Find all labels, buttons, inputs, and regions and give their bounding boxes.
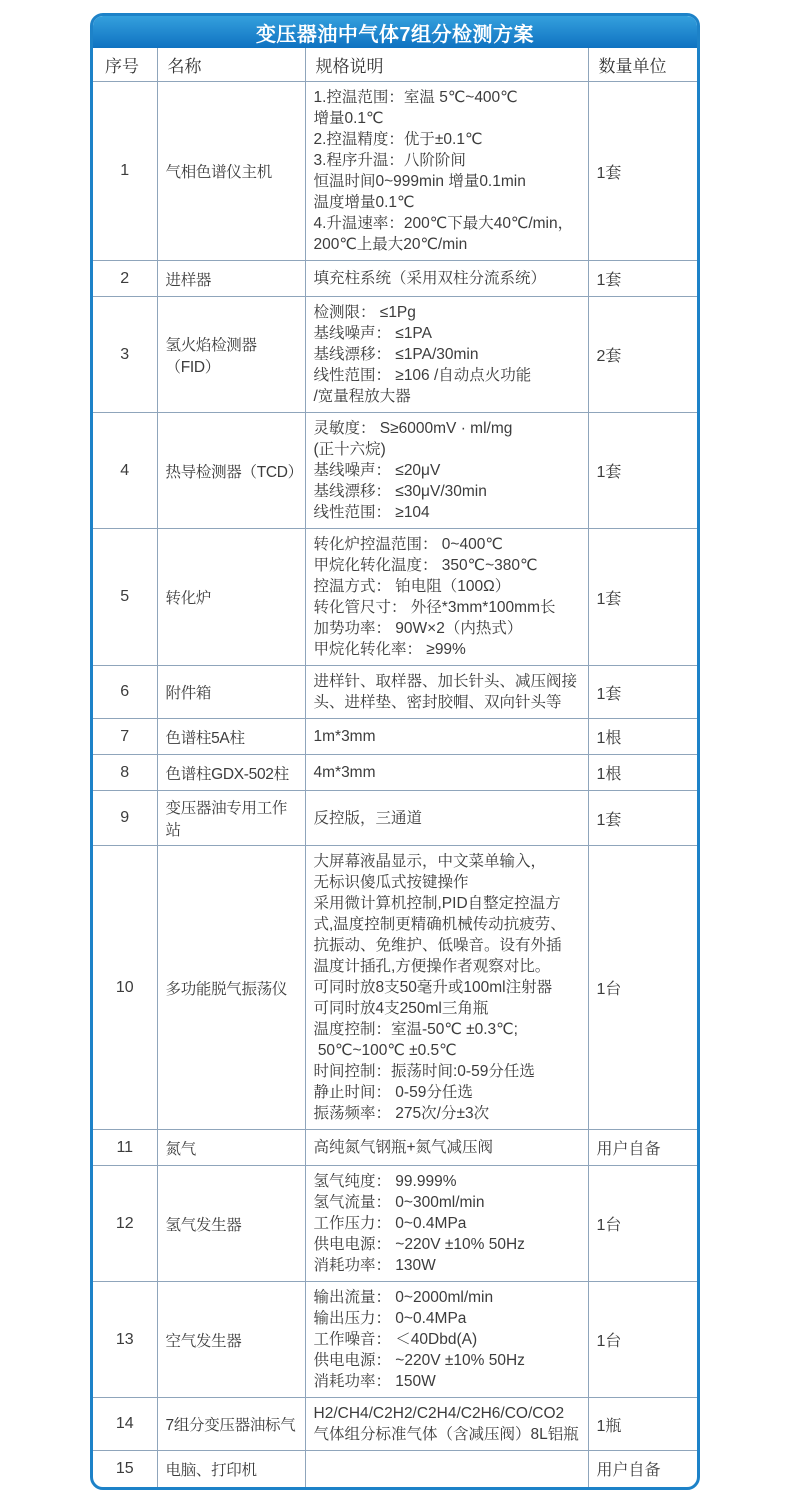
spec-line: 反控版，三通道 bbox=[313, 809, 423, 827]
table-row bbox=[93, 1398, 697, 1451]
row-index: 2 bbox=[93, 261, 157, 297]
table-row bbox=[93, 261, 697, 297]
spec-line: 2.控温精度：优于±0.1℃ bbox=[313, 131, 483, 148]
item-spec bbox=[305, 261, 588, 297]
table-row bbox=[93, 1451, 697, 1487]
item-quantity: 1套 bbox=[588, 261, 697, 297]
col-header-name: 名称 bbox=[157, 48, 305, 82]
spec-line: 填充柱系统（采用双柱分流系统） bbox=[313, 270, 547, 287]
table-row bbox=[93, 297, 697, 413]
item-name: 7组分变压器油标气 bbox=[157, 1398, 305, 1451]
spec-line: 氢气流量： 0~300ml/min bbox=[313, 1194, 485, 1211]
spec-table-header bbox=[93, 48, 697, 82]
spec-line: 采用微计算机控制,PID自整定控温方 bbox=[313, 895, 561, 912]
row-index: 9 bbox=[93, 791, 157, 846]
item-spec bbox=[305, 297, 588, 413]
col-header-qty: 数量单位 bbox=[588, 48, 697, 82]
item-name: 进样器 bbox=[157, 261, 305, 297]
spec-line: 气体组分标准气体（含减压阀）8L铝瓶 bbox=[313, 1426, 579, 1443]
spec-line: 进样针、取样器、加长针头、减压阀接 bbox=[313, 673, 578, 690]
spec-line: 温度计插孔,方便操作者观察对比。 bbox=[313, 958, 551, 975]
item-quantity: 1根 bbox=[588, 755, 697, 791]
spec-line: 式,温度控制更精确机械传动抗疲劳、 bbox=[313, 916, 566, 933]
spec-line: 高纯氮气钢瓶+氮气减压阀 bbox=[313, 1139, 494, 1156]
item-spec bbox=[305, 1398, 588, 1451]
spec-line: 氢气纯度： 99.999% bbox=[313, 1173, 457, 1190]
spec-line: 控温方式： 铂电阻（100Ω） bbox=[313, 578, 511, 595]
spec-line: 工作压力： 0~0.4MPa bbox=[313, 1215, 467, 1232]
spec-line: 工作噪音： ＜40Dbd(A) bbox=[313, 1331, 478, 1348]
item-name: 转化炉 bbox=[157, 529, 305, 666]
item-quantity: 1根 bbox=[588, 719, 697, 755]
spec-line: 转化炉控温范围： 0~400℃ bbox=[313, 536, 503, 553]
item-quantity: 1套 bbox=[588, 529, 697, 666]
row-index: 4 bbox=[93, 413, 157, 529]
spec-line: 4.升温速率：200℃下最大40℃/min， bbox=[313, 215, 574, 232]
spec-line: 供电电源： ~220V ±10% 50Hz bbox=[313, 1236, 525, 1253]
item-quantity: 1台 bbox=[588, 846, 697, 1130]
table-row bbox=[93, 413, 697, 529]
item-name: 氢火焰检测器（FID） bbox=[157, 297, 305, 413]
item-name: 多功能脱气振荡仪 bbox=[157, 846, 305, 1130]
item-name: 空气发生器 bbox=[157, 1282, 305, 1398]
spec-table bbox=[93, 48, 697, 1487]
spec-line: 供电电源： ~220V ±10% 50Hz bbox=[313, 1352, 525, 1369]
item-spec bbox=[305, 666, 588, 719]
spec-line: 基线噪声： ≤20μV bbox=[313, 462, 441, 479]
spec-line: 检测限： ≤1Pg bbox=[313, 304, 416, 321]
item-quantity: 用户自备 bbox=[588, 1130, 697, 1166]
item-quantity: 2套 bbox=[588, 297, 697, 413]
table-row bbox=[93, 719, 697, 755]
spec-line: 静止时间： 0-59分任选 bbox=[313, 1084, 473, 1101]
spec-line: 4m*3mm bbox=[313, 764, 376, 781]
spec-line: 基线漂移： ≤30μV/30min bbox=[313, 483, 487, 500]
spec-line: (正十六烷) bbox=[313, 441, 386, 458]
spec-line: 3.程序升温：八阶阶间 bbox=[313, 152, 466, 169]
table-row bbox=[93, 1166, 697, 1282]
col-header-no: 序号 bbox=[93, 48, 157, 82]
spec-line: /宽量程放大器 bbox=[313, 388, 411, 405]
spec-line: 消耗功率： 130W bbox=[313, 1257, 436, 1274]
item-quantity: 用户自备 bbox=[588, 1451, 697, 1487]
spec-line: 50℃~100℃ ±0.5℃ bbox=[313, 1042, 457, 1059]
item-quantity: 1套 bbox=[588, 791, 697, 846]
row-index: 14 bbox=[93, 1398, 157, 1451]
page-title: 变压器油中气体7组分检测方案 bbox=[93, 16, 697, 48]
spec-line: 抗振动、免维护、低噪音。设有外插 bbox=[313, 937, 562, 954]
row-index: 13 bbox=[93, 1282, 157, 1398]
spec-line: 恒温时间0~999min 增量0.1min bbox=[313, 173, 526, 190]
spec-line: 线性范围： ≥106 /自动点火功能 bbox=[313, 367, 532, 384]
item-spec bbox=[305, 1282, 588, 1398]
table-row bbox=[93, 1282, 697, 1398]
spec-line: 可同时放8支50毫升或100ml注射器 bbox=[313, 979, 553, 996]
spec-line: 增量0.1℃ bbox=[313, 110, 384, 127]
spec-line: 头、进样垫、密封胶帽、双向针头等 bbox=[313, 694, 562, 711]
spec-line: 输出流量： 0~2000ml/min bbox=[313, 1289, 494, 1306]
row-index: 15 bbox=[93, 1451, 157, 1487]
row-index: 11 bbox=[93, 1130, 157, 1166]
item-spec bbox=[305, 1130, 588, 1166]
row-index: 6 bbox=[93, 666, 157, 719]
spec-line: 温度控制：室温-50℃ ±0.3℃; bbox=[313, 1021, 518, 1038]
item-name: 色谱柱GDX-502柱 bbox=[157, 755, 305, 791]
item-spec bbox=[305, 755, 588, 791]
table-row bbox=[93, 846, 697, 1130]
row-index: 7 bbox=[93, 719, 157, 755]
table-row bbox=[93, 791, 697, 846]
item-spec bbox=[305, 846, 588, 1130]
spec-line: 时间控制：振荡时间:0-59分任选 bbox=[313, 1063, 535, 1080]
item-name: 气相色谱仪主机 bbox=[157, 82, 305, 261]
spec-line: 无标识傻瓜式按键操作 bbox=[313, 874, 469, 891]
spec-line: H2/CH4/C2H2/C2H4/C2H6/CO/CO2 bbox=[313, 1405, 565, 1422]
spec-line: 1.控温范围：室温 5℃~400℃ bbox=[313, 89, 518, 106]
row-index: 1 bbox=[93, 82, 157, 261]
spec-table-body bbox=[93, 82, 697, 1487]
spec-line: 甲烷化转化温度： 350℃~380℃ bbox=[313, 557, 538, 574]
spec-line: 大屏幕液晶显示，中文菜单输入， bbox=[313, 853, 547, 870]
row-index: 5 bbox=[93, 529, 157, 666]
item-quantity: 1台 bbox=[588, 1166, 697, 1282]
item-name: 变压器油专用工作站 bbox=[157, 791, 305, 846]
table-row bbox=[93, 82, 697, 261]
spec-line: 消耗功率： 150W bbox=[313, 1373, 436, 1390]
spec-line: 振荡频率： 275次/分±3次 bbox=[313, 1105, 490, 1122]
item-quantity: 1套 bbox=[588, 413, 697, 529]
item-name: 氢气发生器 bbox=[157, 1166, 305, 1282]
row-index: 10 bbox=[93, 846, 157, 1130]
row-index: 8 bbox=[93, 755, 157, 791]
spec-sheet-card bbox=[90, 13, 700, 1490]
item-spec bbox=[305, 1166, 588, 1282]
row-index: 3 bbox=[93, 297, 157, 413]
spec-line: 基线漂移： ≤1PA/30min bbox=[313, 346, 479, 363]
item-quantity: 1瓶 bbox=[588, 1398, 697, 1451]
spec-line: 加势功率： 90W×2（内热式） bbox=[313, 620, 523, 637]
spec-line: 可同时放4支250ml三角瓶 bbox=[313, 1000, 489, 1017]
spec-line: 灵敏度： S≥6000mV · ml/mg bbox=[313, 420, 513, 437]
item-spec bbox=[305, 529, 588, 666]
spec-line: 1m*3mm bbox=[313, 728, 376, 745]
spec-line: 基线噪声： ≤1PA bbox=[313, 325, 432, 342]
item-name: 色谱柱5A柱 bbox=[157, 719, 305, 755]
table-row bbox=[93, 529, 697, 666]
item-spec bbox=[305, 791, 588, 846]
table-row bbox=[93, 1130, 697, 1166]
spec-line: 200℃上最大20℃/min bbox=[313, 236, 468, 253]
row-index: 12 bbox=[93, 1166, 157, 1282]
spec-line: 温度增量0.1℃ bbox=[313, 194, 415, 211]
item-name: 电脑、打印机 bbox=[157, 1451, 305, 1487]
item-spec bbox=[305, 719, 588, 755]
item-name: 附件箱 bbox=[157, 666, 305, 719]
col-header-spec: 规格说明 bbox=[305, 48, 588, 82]
item-quantity: 1套 bbox=[588, 666, 697, 719]
item-quantity: 1套 bbox=[588, 82, 697, 261]
spec-line: 转化管尺寸： 外径*3mm*100mm长 bbox=[313, 599, 556, 616]
item-name: 氮气 bbox=[157, 1130, 305, 1166]
spec-line: 线性范围： ≥104 bbox=[313, 504, 430, 521]
spec-line: 输出压力： 0~0.4MPa bbox=[313, 1310, 467, 1327]
item-quantity: 1台 bbox=[588, 1282, 697, 1398]
table-row bbox=[93, 666, 697, 719]
header-row bbox=[93, 48, 697, 82]
item-name: 热导检测器（TCD） bbox=[157, 413, 305, 529]
item-spec bbox=[305, 1451, 588, 1487]
spec-line: 甲烷化转化率： ≥99% bbox=[313, 641, 466, 658]
table-row bbox=[93, 755, 697, 791]
item-spec bbox=[305, 82, 588, 261]
item-spec bbox=[305, 413, 588, 529]
